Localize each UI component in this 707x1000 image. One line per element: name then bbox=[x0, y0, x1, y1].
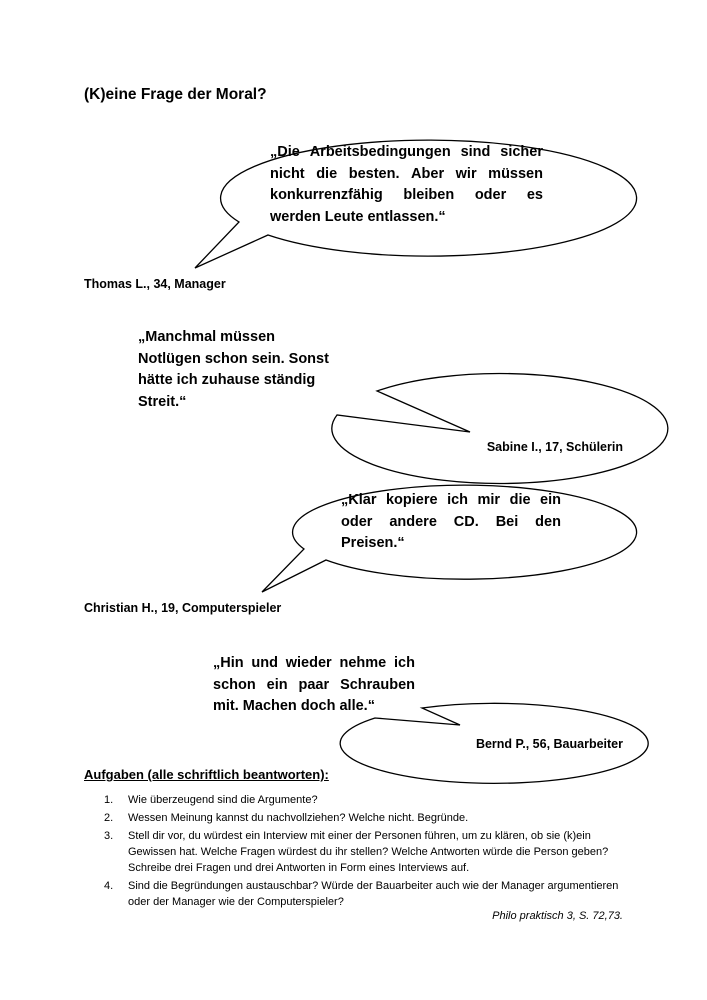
quote-word: besten. bbox=[348, 165, 400, 182]
quote-word: „Die bbox=[270, 144, 300, 160]
quote-word: oder bbox=[341, 513, 373, 530]
task-item bbox=[84, 828, 624, 876]
tasks-heading: Aufgaben (alle schriftlich beantworten): bbox=[84, 767, 329, 782]
person-label-2: Sabine I., 17, Schülerin bbox=[486, 440, 623, 454]
quote-word: die bbox=[316, 165, 338, 182]
quote-word: kopiere bbox=[385, 492, 438, 508]
task-text: Stell dir vor, du würdest ein Interview mit einer der Personen führen, um zu klären, ob sie (k)ein Gewissen hat. Welche Fragen würdest du ihr stellen? Welche Antworten würde die Person geben? Schreibe drei Fragen und drei Antworten in Form eines Interviews auf. bbox=[128, 830, 609, 874]
task-item bbox=[84, 792, 624, 808]
quote-3-line-3: Preisen.“ bbox=[341, 535, 405, 551]
quote-4-line-2 bbox=[213, 675, 415, 697]
quote-1-line-3 bbox=[270, 185, 543, 207]
quote-text-4 bbox=[213, 653, 415, 718]
quote-4-line-1 bbox=[213, 653, 415, 675]
quote-word: und bbox=[251, 655, 278, 671]
person-label-1: Thomas L., 34, Manager bbox=[84, 277, 226, 291]
quote-word: „Klar bbox=[341, 492, 377, 508]
quote-word: „Hin bbox=[213, 655, 244, 671]
quote-word: ich bbox=[447, 492, 469, 508]
quote-word: ein bbox=[540, 492, 561, 508]
quote-word: Bei bbox=[495, 513, 519, 530]
task-number: 2. bbox=[104, 812, 114, 824]
quote-word: ein bbox=[266, 676, 288, 693]
quote-word: sind bbox=[460, 144, 491, 160]
task-number: 3. bbox=[104, 830, 114, 842]
quote-word: die bbox=[509, 492, 531, 508]
task-text: Wie überzeugend sind die Argumente? bbox=[128, 794, 318, 806]
task-text: Sind die Begründungen austauschbar? Würde der Bauarbeiter auch wie der Manager argumentieren oder der Manager wie der Computerspieler? bbox=[128, 880, 619, 908]
quote-1-line-4: werden Leute entlassen.“ bbox=[270, 208, 446, 225]
quote-word: bleiben bbox=[403, 187, 455, 203]
quote-word: wir bbox=[455, 165, 477, 182]
quote-word: wieder bbox=[285, 655, 332, 671]
quote-word: nehme bbox=[339, 655, 387, 671]
quote-word: ich bbox=[394, 655, 415, 671]
quote-word: nicht bbox=[270, 165, 305, 182]
tasks-list bbox=[84, 792, 624, 912]
source-citation: Philo praktisch 3, S. 72,73. bbox=[492, 910, 623, 922]
quote-2-line-3: hätte ich zuhause ständig bbox=[138, 372, 316, 388]
quote-word: es bbox=[526, 187, 543, 203]
quote-1-line-2 bbox=[270, 164, 543, 186]
task-item bbox=[84, 810, 624, 826]
quote-2-line-4: Streit.“ bbox=[138, 393, 187, 410]
quote-word: konkurrenzfähig bbox=[270, 187, 383, 203]
quote-word: schon bbox=[213, 676, 256, 693]
person-label-4: Bernd P., 56, Bauarbeiter bbox=[475, 737, 623, 751]
quote-word: andere bbox=[389, 513, 437, 530]
quote-1-line-1 bbox=[270, 142, 543, 164]
quote-text-1 bbox=[270, 142, 543, 228]
task-number: 4. bbox=[104, 880, 114, 892]
quote-word: CD. bbox=[453, 513, 479, 530]
quote-2-line-2: Notlügen schon sein. Sonst bbox=[138, 350, 329, 367]
quote-2-line-1: „Manchmal müssen bbox=[138, 329, 275, 345]
quote-word: oder bbox=[474, 187, 507, 203]
task-text: Wessen Meinung kannst du nachvollziehen? Welche nicht. Begründe. bbox=[128, 812, 469, 824]
task-item bbox=[84, 878, 624, 910]
speech-bubble-2 bbox=[332, 374, 668, 484]
quote-word: Aber bbox=[411, 165, 445, 182]
person-label-3: Christian H., 19, Computerspieler bbox=[84, 601, 282, 615]
quote-word: den bbox=[535, 513, 561, 530]
quote-word: Arbeitsbedingungen bbox=[309, 144, 451, 160]
quote-word: Schrauben bbox=[340, 676, 415, 693]
task-number: 1. bbox=[104, 794, 114, 806]
quote-word: müssen bbox=[488, 165, 543, 182]
quote-text-2 bbox=[138, 327, 338, 413]
quote-3-line-2 bbox=[341, 512, 561, 534]
quote-4-line-3: mit. Machen doch alle.“ bbox=[213, 698, 375, 714]
quote-3-line-1 bbox=[341, 490, 561, 512]
page-title: (K)eine Frage der Moral? bbox=[84, 86, 267, 103]
quote-word: paar bbox=[298, 676, 330, 693]
quote-text-3 bbox=[341, 490, 561, 555]
quote-word: sicher bbox=[500, 144, 543, 160]
quote-word: mir bbox=[477, 492, 501, 508]
